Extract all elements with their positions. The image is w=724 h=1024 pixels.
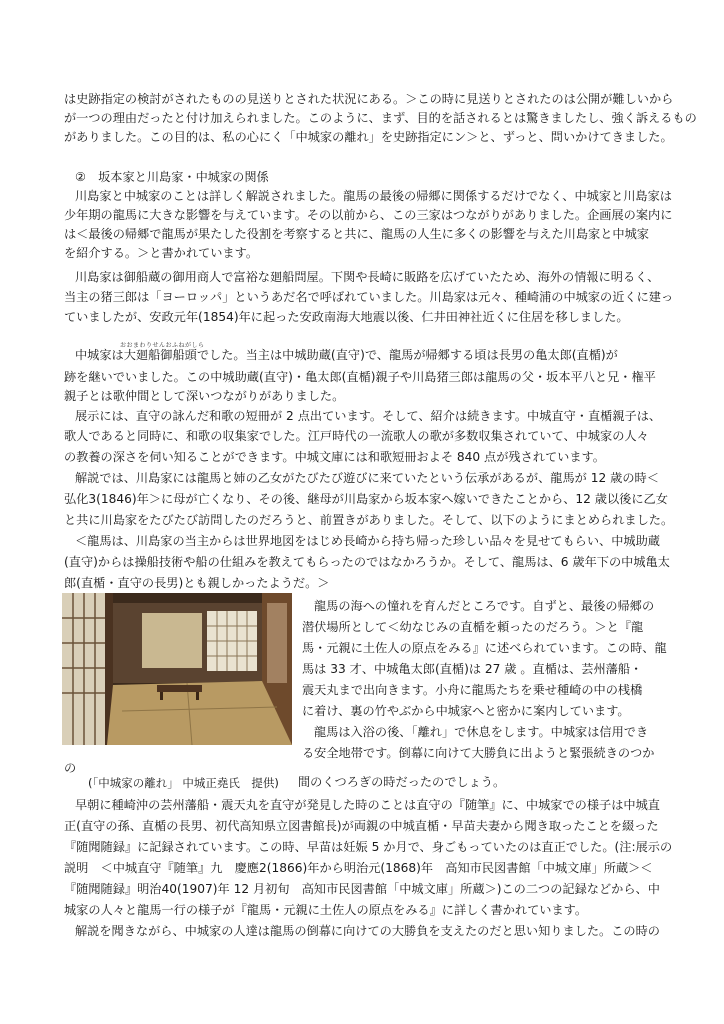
text-line: 郎(直楯・直守の長男)とも親しかったようだ。＞ bbox=[64, 576, 330, 590]
text-line: (直守)からは操船技術や船の仕組みを教えてもらったのではなかろうか。そして、龍馬は、6 歳年下の中城亀太 bbox=[64, 555, 670, 569]
text-line: 中城家は大廻船御船頭でした。当主は中城助蔵(直守)で、龍馬が帰郷する頃は長男の亀太郎(直楯)が bbox=[75, 348, 618, 362]
text-line: 川島家は御船蔵の御用商人で富裕な廻船問屋。下関や長崎に販路を広げていたため、海外の情報に明るく、 bbox=[75, 270, 660, 284]
text-line: 馬は 33 才、中城亀太郎(直楯)は 27 歳 。直楯は、芸州藩船・ bbox=[302, 662, 643, 676]
text-line: と共に川島家をたびたび訪問したのだろうと、前置きがありました。そして、以下のようにまとめられました。 bbox=[64, 513, 674, 527]
text-line: は＜最後の帰郷で龍馬が果たした役割を考察すると共に、龍馬の人生に多くの影響を与えた川島家と中城家 bbox=[64, 227, 649, 241]
text-line: 歌人であると同時に、和歌の収集家でした。江戸時代の一流歌人の歌が多数収集されていて、中城家の人々 bbox=[64, 429, 649, 443]
text-line: 龍馬の海への憧れを育んだところです。自ずと、最後の帰郷の bbox=[314, 599, 655, 613]
text-line: 馬・元親に土佐人の原点をみる』に述べられています。この時、龍 bbox=[302, 641, 667, 655]
photo-caption: (「中城家の離れ」 中城正堯氏 提供) bbox=[88, 776, 279, 790]
text-line: 展示には、直守の詠んだ和歌の短冊が 2 点出ています。そして、紹介は続きます。中城直守・直楯親子は、 bbox=[75, 409, 662, 423]
furigana: おおまわりせんおふねがしら bbox=[120, 342, 205, 349]
text-line: 『随聞随録』に記録されています。この時、早苗は妊娠 5 か月で、身ごもっていたのは直正でした。(注:展示の bbox=[64, 840, 673, 854]
text-line: 解説を聞きながら、中城家の人達は龍馬の倒幕に向けての大勝負を支えたのだと思い知りました。この時の bbox=[75, 924, 660, 938]
text-line: 少年期の龍馬に大きな影響を与えています。その以前から、この三家はつながりがありました。企画展の案内に bbox=[64, 208, 673, 222]
nakajo-annex-photo bbox=[62, 593, 292, 745]
text-line: 正(直守の孫、直楯の長男、初代高知県立図書館長)が両親の中城直楯・早苗夫妻から聞き取ったことを綴った bbox=[64, 819, 659, 833]
text-line: がありました。この目的は、私の心にく「中城家の離れ」を史跡指定にン＞と、ずっと、問いかけてきました。 bbox=[64, 130, 673, 144]
text-line: 城家の人々と龍馬一行の様子が『龍馬・元親に土佐人の原点をみる』に詳しく書かれています。 bbox=[64, 903, 588, 917]
text-line: 『随聞随録』明治40(1907)年 12 月初旬 高知市民図書館「中城文庫」所蔵＞)この二つの記録などから、中 bbox=[64, 882, 660, 896]
text-line: 説明 ＜中城直守『随筆』九 慶應2(1866)年から明治元(1868)年 高知市民図書館「中城文庫」所蔵＞＜ bbox=[64, 861, 653, 875]
text-line: 親子とは歌仲間として深いつながりがありました。 bbox=[64, 389, 345, 403]
text-line: 川島家と中城家のことは詳しく解説されました。龍馬の最後の帰郷に関係するだけでなく、中城家と川島家は bbox=[75, 189, 672, 203]
text-line: 潜伏場所として＜幼なじみの直楯を頼ったのだろう。＞と『龍 bbox=[302, 620, 644, 634]
text-line: は史跡指定の検討がされたものの見送りとされた状況にある。＞この時に見送りとされたのは公開が難しいから bbox=[64, 92, 674, 106]
text-line: 解説では、川島家には龍馬と姉の乙女がたびたび遊びに来ていたという伝承があるが、龍馬が 12 歳の時＜ bbox=[75, 471, 659, 485]
text-line: 当主の猪三郎は「ヨーロッパ」というあだ名で呼ばれていました。川島家は元々、種崎浦の中城家の近くに建っ bbox=[64, 290, 674, 304]
text-line: る安全地帯です。倒幕に向けて大勝負に出ようと緊張続きのつか bbox=[302, 746, 655, 760]
text-line: 震天丸まで出向きます。小舟に龍馬たちを乗せ種崎の中の桟橋 bbox=[302, 683, 643, 697]
text-line: の bbox=[64, 761, 77, 775]
text-line: の教養の深さを伺い知ることができます。中城文庫には和歌短冊およそ 840 点が残されています。 bbox=[64, 450, 605, 464]
text-line: ＜龍馬は、川島家の当主からは世界地図をはじめ長崎から持ち帰った珍しい品々を見せてもらい、中城助蔵 bbox=[75, 534, 660, 548]
text-line: に着け、裏の竹やぶから中城家へと密かに案内しています。 bbox=[302, 704, 630, 718]
text-line: 間のくつろぎの時だったのでしょう。 bbox=[298, 775, 506, 789]
text-line: 弘化3(1846)年＞に母が亡くなり、その後、継母が川島家から坂本家へ嫁いできたことから、12 歳以後に乙女 bbox=[64, 492, 668, 506]
text-line: 早朝に種崎沖の芸州藩船・震天丸を直守が発見した時のことは直守の『随筆』に、中城家での様子は中城直 bbox=[75, 798, 660, 812]
text-line: が一つの理由だったと付け加えられました。このように、まず、目的を話されるとは驚きましたし、強く訴えるもの bbox=[64, 111, 697, 125]
section-heading: ② 坂本家と川島家・中城家の関係 bbox=[75, 170, 269, 184]
text-line: ていましたが、安政元年(1854)年に起った安政南海大地震以後、仁井田神社近くに住居を移しました。 bbox=[64, 310, 629, 324]
text-line: 龍馬は入浴の後、「離れ」で休息をします。中城家は信用でき bbox=[314, 725, 649, 739]
text-line: を紹介する。＞と書かれています。 bbox=[64, 246, 259, 260]
text-line: 跡を継いでいました。この中城助蔵(直守)・亀太郎(直楯)親子や川島猪三郎は龍馬の父・坂本平八と兄・権平 bbox=[64, 370, 656, 384]
